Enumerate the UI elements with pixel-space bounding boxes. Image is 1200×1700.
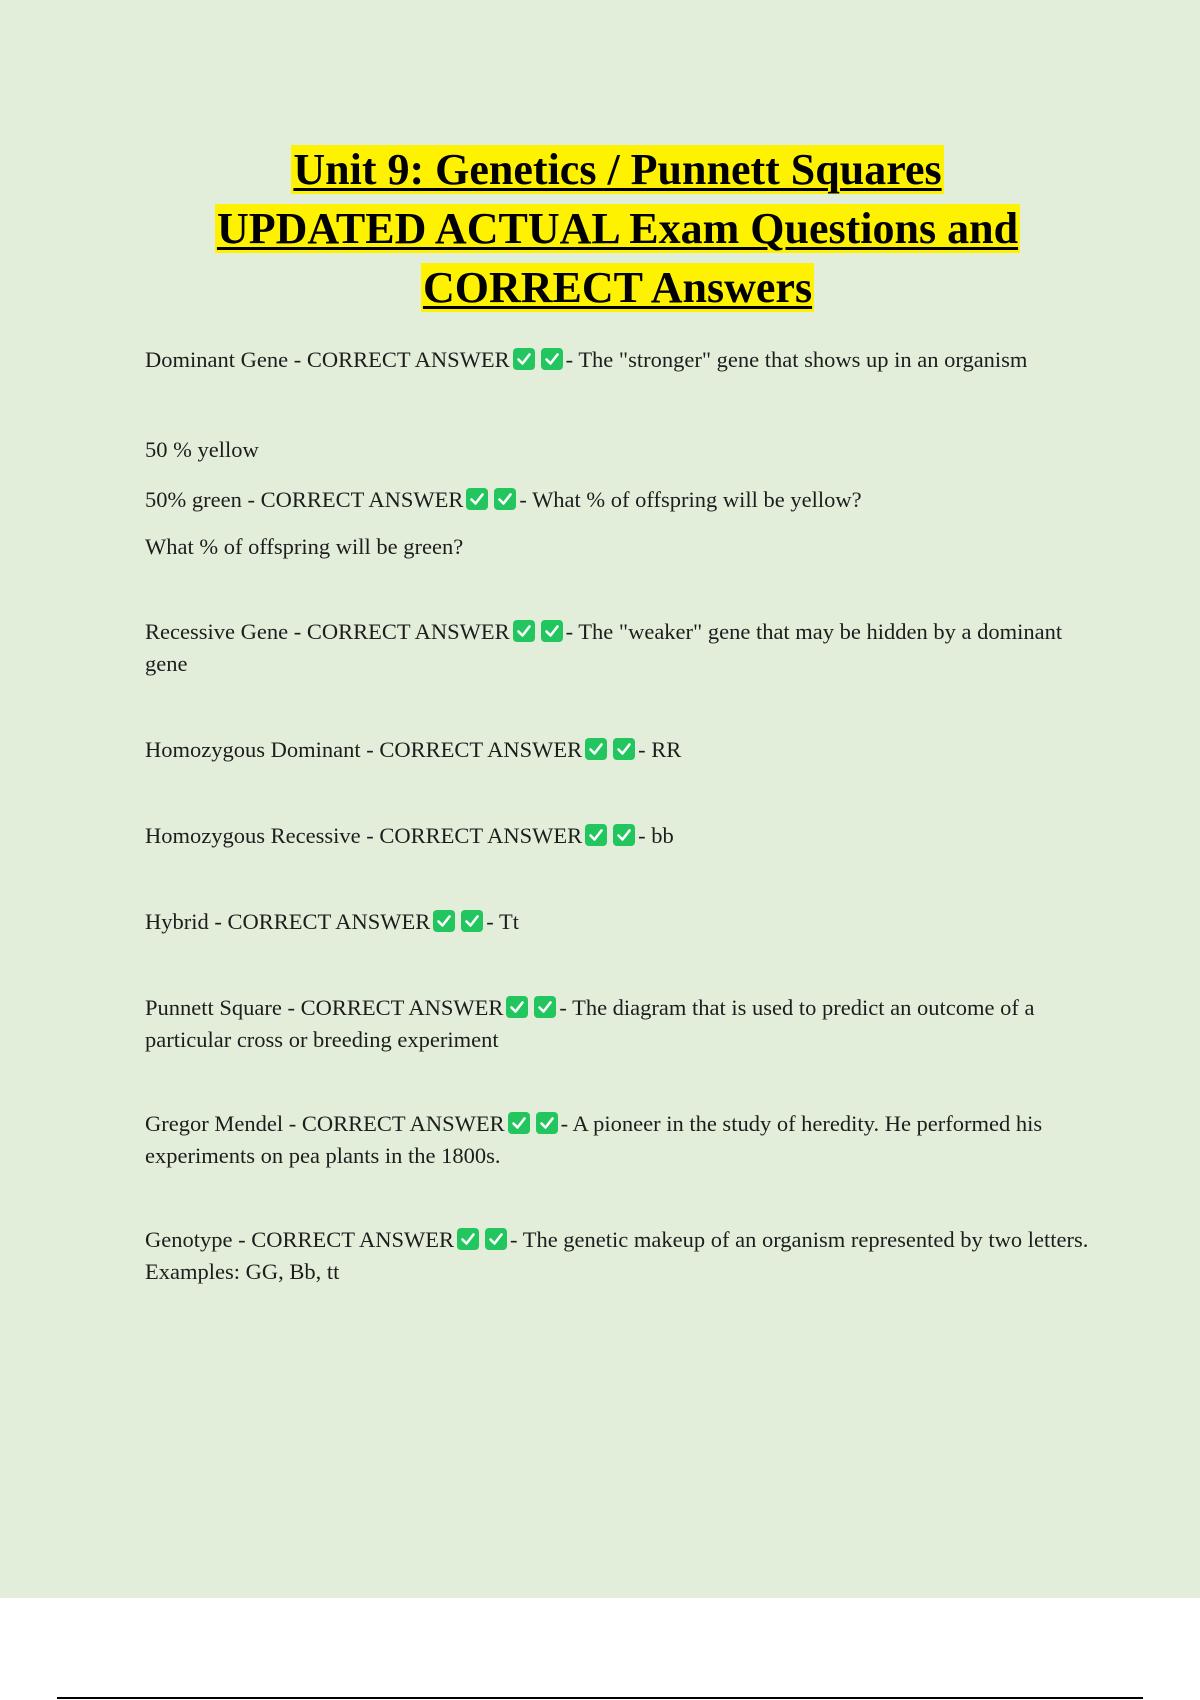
entry-term: Homozygous Recessive <box>145 823 361 848</box>
check-box-icon <box>585 738 607 760</box>
footer-divider <box>57 1697 1143 1699</box>
check-box-icon <box>508 1112 530 1134</box>
qa-entry <box>145 1224 1090 1288</box>
correct-answer-label: CORRECT ANSWER <box>306 347 510 372</box>
entry-answer: The diagram that is used to predict an outcome of a particular cross or breeding experiment <box>145 995 1035 1052</box>
entry-main-line: Punnett Square - CORRECT ANSWER - The diagram that is used to predict an outcome of a particular cross or breeding experiment <box>145 995 1035 1052</box>
qa-entry <box>145 434 1090 563</box>
correct-answer-label: CORRECT ANSWER <box>227 909 431 934</box>
entry-main-line: Dominant Gene - CORRECT ANSWER - The "stronger" gene that shows up in an organism <box>145 347 1028 372</box>
entry-answer: The "weaker" gene that may be hidden by a dominant gene <box>145 619 1063 676</box>
entry-main-line: Homozygous Recessive - CORRECT ANSWER - bb <box>145 823 674 848</box>
entry-term: Genotype <box>145 1227 233 1252</box>
title-line-2: UPDATED ACTUAL Exam Questions and <box>216 204 1019 253</box>
page-title <box>150 140 1085 317</box>
check-box-icon <box>534 996 556 1018</box>
entry-answer: RR <box>651 737 682 762</box>
entry-main-line: Hybrid - CORRECT ANSWER - Tt <box>145 909 519 934</box>
entry-term: Punnett Square <box>145 995 282 1020</box>
check-box-icon <box>585 824 607 846</box>
entry-main-line: 50% green - CORRECT ANSWER - What % of offspring will be yellow? <box>145 487 862 512</box>
entry-suffix-line: What % of offspring will be green? <box>145 534 464 559</box>
check-box-icon <box>494 488 516 510</box>
correct-answer-label: CORRECT ANSWER <box>379 737 583 762</box>
title-line-1: Unit 9: Genetics / Punnett Squares <box>293 145 942 194</box>
qa-entry <box>145 1108 1090 1172</box>
entry-main-line: Gregor Mendel - CORRECT ANSWER - A pioneer in the study of heredity. He performed his experiments on pea plants in the 1800s. <box>145 1111 1043 1168</box>
entry-main-line: Recessive Gene - CORRECT ANSWER - The "weaker" gene that may be hidden by a dominant gene <box>145 619 1063 676</box>
entry-answer: bb <box>651 823 674 848</box>
correct-answer-label: CORRECT ANSWER <box>260 487 464 512</box>
check-box-icon <box>466 488 488 510</box>
correct-answer-label: CORRECT ANSWER <box>300 995 504 1020</box>
check-box-icon <box>513 348 535 370</box>
correct-answer-label: CORRECT ANSWER <box>251 1227 454 1252</box>
entry-main-line: Homozygous Dominant - CORRECT ANSWER - RR <box>145 737 682 762</box>
check-box-icon <box>613 738 635 760</box>
entry-term: 50% green <box>145 487 242 512</box>
entry-answer: The genetic makeup of an organism represented by two letters. Examples: GG, Bb, tt <box>145 1227 1089 1284</box>
check-box-icon <box>506 996 528 1018</box>
entry-term: Gregor Mendel <box>145 1111 284 1136</box>
qa-entry <box>145 734 1090 766</box>
correct-answer-label: CORRECT ANSWER <box>301 1111 505 1136</box>
entry-prefix-line: 50 % yellow <box>145 437 259 462</box>
entry-main-line: Genotype - CORRECT ANSWER - The genetic makeup of an organism represented by two letters. Examples: GG, Bb, tt <box>145 1227 1089 1284</box>
entry-answer: What % of offspring will be yellow? <box>532 487 862 512</box>
qa-entry <box>145 344 1090 376</box>
qa-entry <box>145 820 1090 852</box>
entry-answer: The "stronger" gene that shows up in an organism <box>578 347 1028 372</box>
entry-answer: A pioneer in the study of heredity. He performed his experiments on pea plants in the 1800s. <box>145 1111 1043 1168</box>
entry-term: Dominant Gene <box>145 347 289 372</box>
check-box-icon <box>457 1228 479 1250</box>
entry-answer: Tt <box>498 909 519 934</box>
check-box-icon <box>485 1228 507 1250</box>
check-box-icon <box>541 620 563 642</box>
check-box-icon <box>536 1112 558 1134</box>
correct-answer-label: CORRECT ANSWER <box>379 823 583 848</box>
entry-term: Hybrid <box>145 909 209 934</box>
qa-entry <box>145 992 1090 1056</box>
check-box-icon <box>541 348 563 370</box>
qa-entry <box>145 906 1090 938</box>
check-box-icon <box>613 824 635 846</box>
correct-answer-label: CORRECT ANSWER <box>306 619 510 644</box>
title-line-3: CORRECT Answers <box>422 263 813 312</box>
entry-term: Homozygous Dominant <box>145 737 361 762</box>
qa-entry <box>145 616 1090 680</box>
qa-list <box>145 344 1090 1288</box>
check-box-icon <box>461 910 483 932</box>
entry-term: Recessive Gene <box>145 619 289 644</box>
check-box-icon <box>433 910 455 932</box>
check-box-icon <box>513 620 535 642</box>
